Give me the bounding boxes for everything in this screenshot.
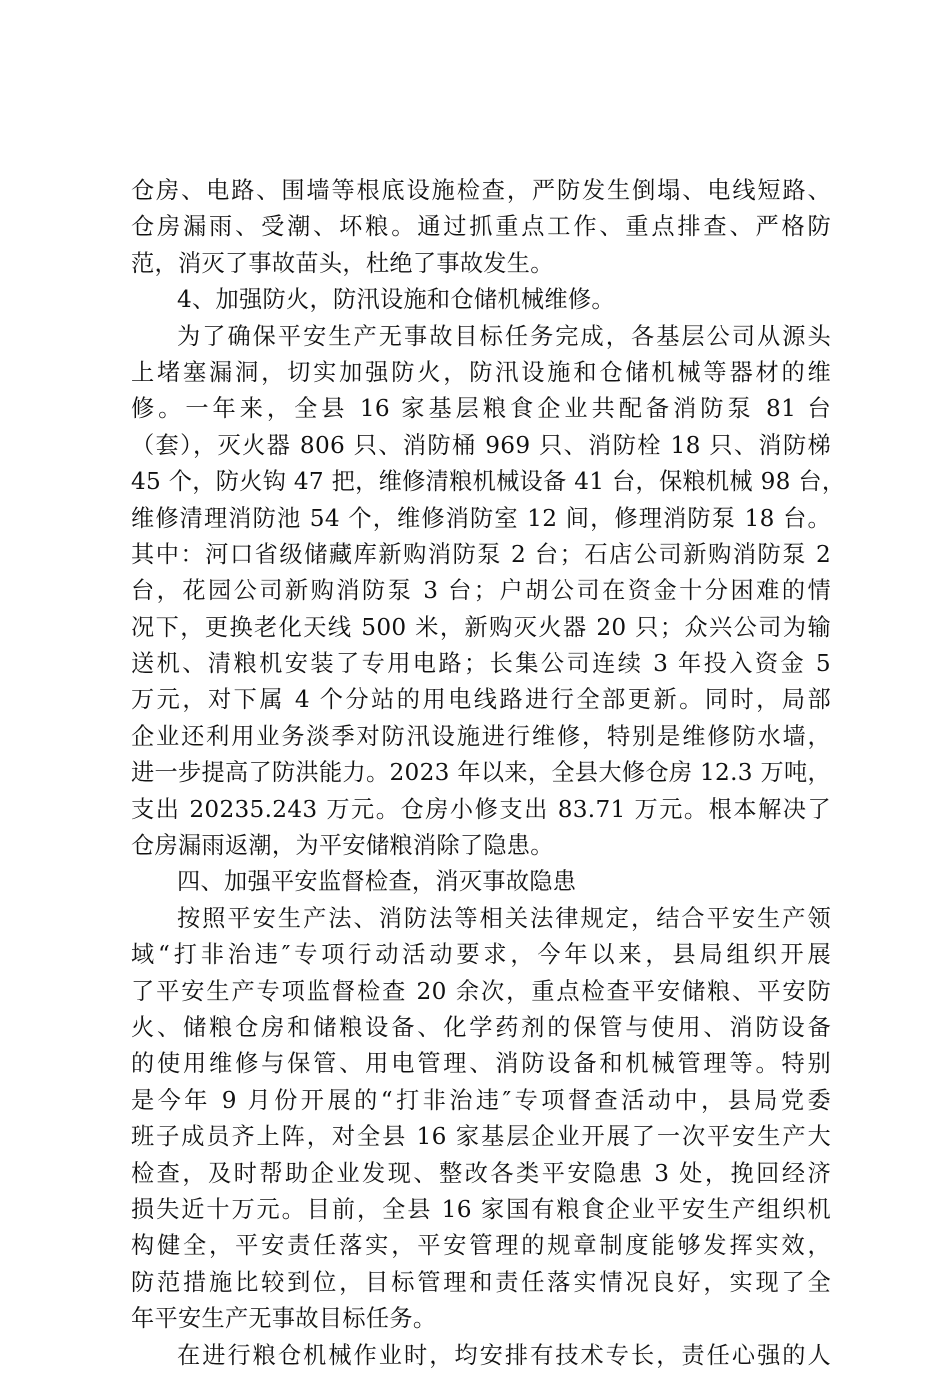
text-line: 了平安生产专项监督检查 20 余次，重点检查平安储粮、平安防 — [131, 977, 831, 1005]
text-line: 45 个，防火钩 47 把，维修清粮机械设备 41 台，保粮机械 98 台， — [131, 468, 846, 496]
text-line: 的使用维修与保管、用电管理、消防设备和机械管理等。特别 — [131, 1050, 831, 1078]
text-line: 班子成员齐上阵，对全县 16 家基层企业开展了一次平安生产大 — [131, 1123, 831, 1151]
text-line: 在进行粮仓机械作业时，均安排有技术专长，责任心强的人 — [177, 1341, 831, 1369]
text-line: 其中：河口省级储藏库新购消防泵 2 台；石店公司新购消防泵 2 — [131, 540, 831, 568]
text-line: 按照平安生产法、消防法等相关法律规定，结合平安生产领 — [177, 904, 831, 932]
section-heading: 4、加强防火，防汛设施和仓储机械维修。 — [177, 286, 615, 314]
text-line: 支出 20235.243 万元。仓房小修支出 83.71 万元。根本解决了 — [131, 795, 831, 823]
text-line: 为了确保平安生产无事故目标任务完成，各基层公司从源头 — [177, 322, 831, 350]
text-line: 仓房漏雨返潮，为平安储粮消除了隐患。 — [131, 832, 554, 860]
text-line: 台，花园公司新购消防泵 3 台；户胡公司在资金十分困难的情 — [131, 577, 831, 605]
text-line: 万元，对下属 4 个分站的用电线路进行全部更新。同时，局部 — [131, 686, 831, 714]
text-line: 修。一年来，全县 16 家基层粮食企业共配备消防泵 81 台 — [131, 395, 831, 423]
text-line: 仓房、电路、围墙等根底设施检查，严防发生倒塌、电线短路、 — [131, 177, 831, 204]
text-line: 进一步提高了防洪能力。2023 年以来，全县大修仓房 12.3 万吨， — [131, 759, 831, 787]
text-line: 上堵塞漏洞，切实加强防火，防汛设施和仓储机械等器材的维 — [131, 358, 831, 386]
document-body — [131, 173, 846, 1374]
text-line: 构健全，平安责任落实，平安管理的规章制度能够发挥实效， — [131, 1232, 831, 1260]
text-line: 送机、清粮机安装了专用电路；长集公司连续 3 年投入资金 5 — [131, 650, 831, 678]
text-line: 范，消灭了事故苗头，杜绝了事故发生。 — [131, 249, 554, 277]
text-line: 企业还利用业务淡季对防汛设施进行维修，特别是维修防水墙， — [131, 722, 831, 750]
text-line: 年平安生产无事故目标任务。 — [131, 1305, 437, 1333]
section-heading: 四、加强平安监督检查，消灭事故隐患 — [177, 868, 577, 896]
text-line: 仓房漏雨、受潮、坏粮。通过抓重点工作、重点排查、严格防 — [131, 213, 831, 241]
text-line: （套），灭火器 806 只、消防桶 969 只、消防栓 18 只、消防梯 — [131, 431, 831, 459]
text-line: 损失近十万元。目前，全县 16 家国有粮食企业平安生产组织机 — [131, 1195, 831, 1223]
text-line: 况下，更换老化天线 500 米，新购灭火器 20 只；众兴公司为输 — [131, 613, 831, 641]
text-line: 防范措施比较到位，目标管理和责任落实情况良好，实现了全 — [131, 1268, 831, 1296]
text-line: 域“打非治违″专项行动活动要求，今年以来，县局组织开展 — [131, 941, 831, 969]
text-line: 维修清理消防池 54 个，维修消防室 12 间，修理消防泵 18 台。 — [131, 504, 831, 532]
text-line: 火、储粮仓房和储粮设备、化学药剂的保管与使用、消防设备 — [131, 1013, 831, 1041]
text-line: 检查，及时帮助企业发现、整改各类平安隐患 3 处，挽回经济 — [131, 1159, 831, 1187]
text-line: 是今年 9 月份开展的“打非治违″专项督查活动中，县局党委 — [131, 1086, 831, 1114]
